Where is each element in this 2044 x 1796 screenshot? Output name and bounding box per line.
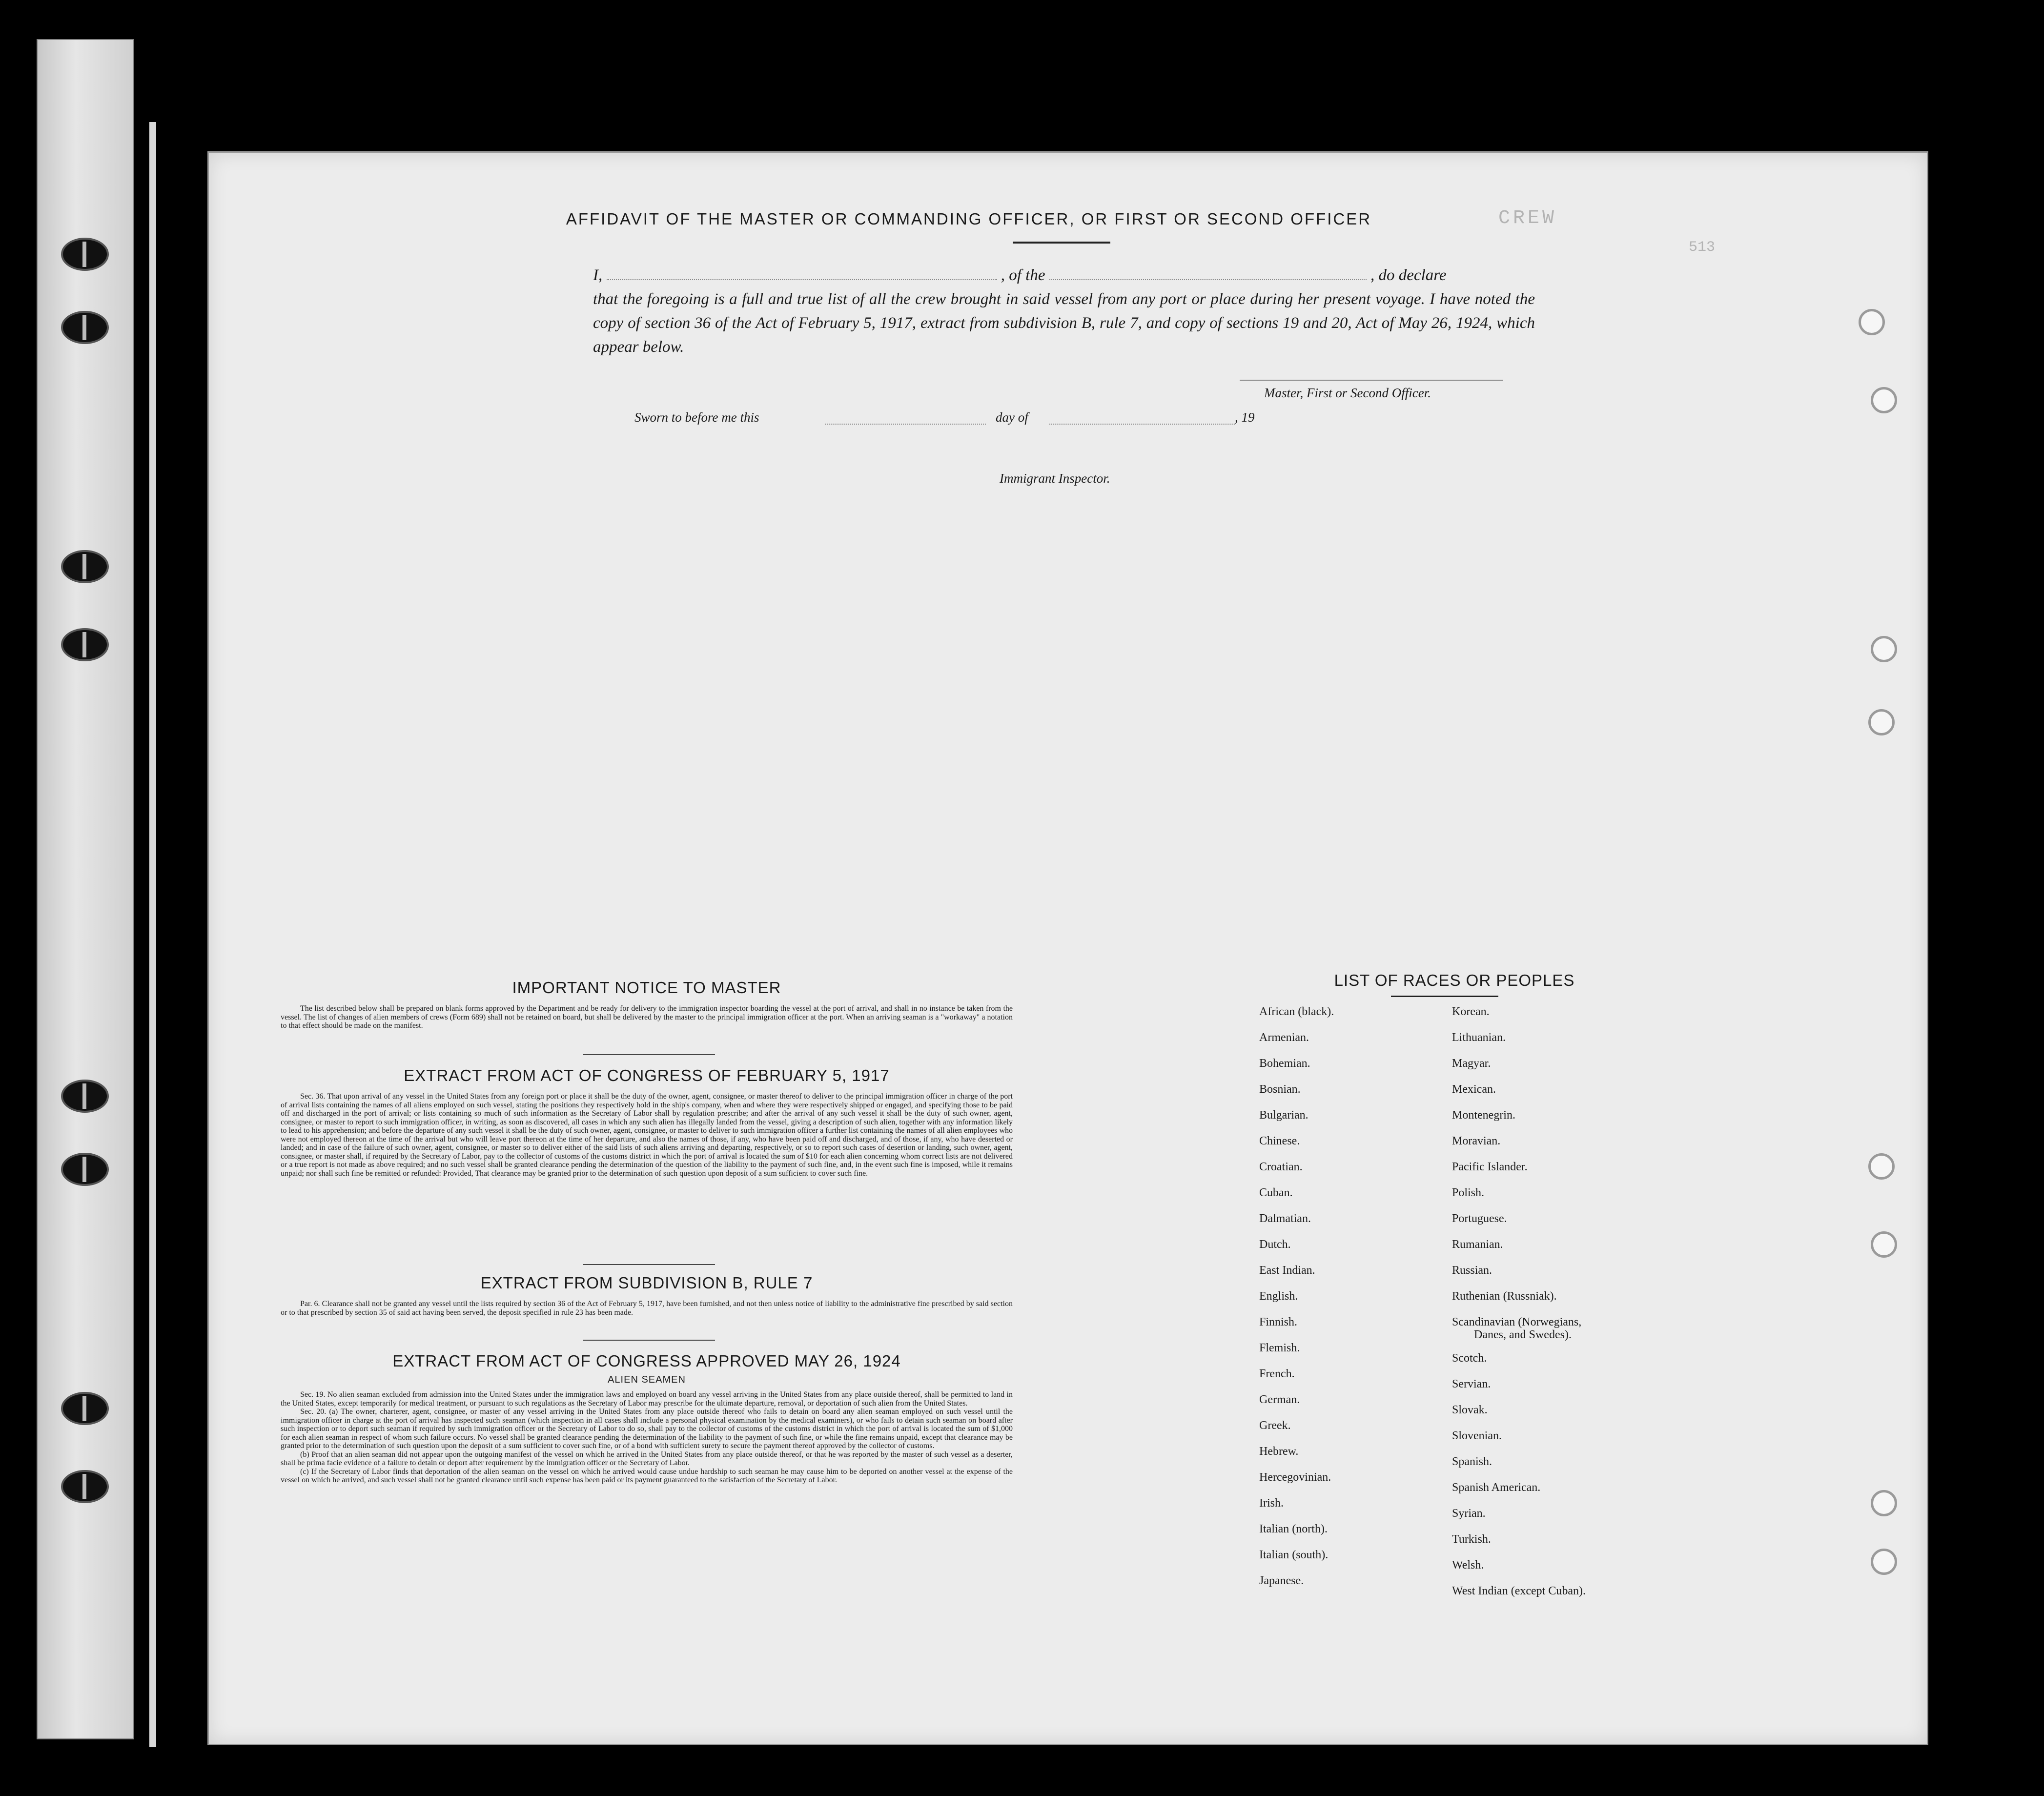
extract-1924-sec20a: Sec. 20. (a) The owner, charterer, agent, consignee, or master of any vessel arriving in the United States from any place outside thereof who fails to detain on board any alien seaman employed on such vessel until the immigration officer in charge at the port of arrival has inspected such seaman (which inspection in all cases shall include a personal physical examination by the medical examiners), or who fails to detain such seaman on board after such inspection or to deport such seaman if required by such immigration officer or the Secretary of Labor to do so, shall pay to the collector of customs of the customs district in which the port of arrival is located the sum of $1,000 for each alien seaman in respect of whom such failure occurs. No vessel shall be granted clearance pending the determination of the liability to the payment of such fine, or while the fine remains unpaid, except that clearance may be granted prior to the determination of such question upon the deposit of a sum sufficient to cover such fine, or of a bond with sufficient surety to secure the payment thereof approved by the collector of customs. [281,1408,1013,1450]
binder-hole-icon [61,1392,109,1425]
notice-section [281,979,1013,1030]
race-item: Armenian. [1259,1031,1309,1044]
race-item: Hebrew. [1259,1445,1299,1458]
punch-hole-icon [1859,309,1885,335]
race-item: Chinese. [1259,1135,1300,1147]
extract-1924-sec20b: (b) Proof that an alien seaman did not appear upon the outgoing manifest of the vessel on which he arrived in the United States from any place outside thereof, or that he was reported by the master of such vessel as a deserter, shall be prima facie evidence of a failure to detain or deport after requirement by the immigration officer or the Secretary of Labor. [281,1450,1013,1467]
race-item: Mexican. [1452,1083,1496,1096]
bleed-through-number: 513 [1689,239,1716,256]
name-blank [607,279,997,280]
race-item: Portuguese. [1452,1212,1507,1225]
divider-rule [583,1264,715,1265]
race-item: Bohemian. [1259,1057,1310,1070]
race-item: Montenegrin. [1452,1109,1515,1122]
race-item: East Indian. [1259,1264,1315,1277]
race-item: Slovenian. [1452,1429,1502,1442]
binder-hole-icon [61,628,109,661]
races-title: LIST OF RACES OR PEOPLES [1334,971,1575,989]
race-item: Spanish. [1452,1455,1492,1468]
affidavit-title: AFFIDAVIT OF THE MASTER OR COMMANDING OFFICER, OR FIRST OR SECOND OFFICER [566,210,1372,228]
punch-hole-icon [1868,709,1895,735]
race-item: Rumanian. [1452,1238,1503,1251]
binder-hole-icon [61,1080,109,1113]
race-item: Italian (north). [1259,1523,1328,1535]
punch-hole-icon [1871,636,1897,662]
race-item: Bosnian. [1259,1083,1301,1096]
binder-hole-icon [61,238,109,271]
race-item: Japanese. [1259,1574,1304,1587]
race-item: Magyar. [1452,1057,1491,1070]
day-of-label: day of [996,410,1028,425]
divider-rule [583,1054,715,1055]
title-rule [1391,996,1498,997]
race-item: Welsh. [1452,1559,1484,1572]
race-item: Servian. [1452,1378,1491,1390]
race-item: Pacific Islander. [1452,1161,1528,1173]
extract-1917-text: Sec. 36. That upon arrival of any vessel in the United States from any foreign port or place it shall be the duty of the owner, agent, consignee, or master thereof to deliver to the principal immigration officer in charge of the port of arrival lists containing the names of all aliens employed on such vessel, stating the positions they respectively hold in the ship's company, when and where they were respectively shipped or engaged, and specifying those to be paid off and discharged in the port of arrival; or lists containing so much of such information as the Secretary of Labor shall by regulation prescribe; and after the arrival of any such vessel it shall be the duty of such owner, agent, consignee, or master to report to such immigration officer, in writing, as soon as discovered, all cases in which any such alien has illegally landed from the vessel, giving a description of such alien, together with any information likely to lead to his apprehension; and before the departure of any such vessel it shall be the duty of such owner, agent, consignee, or master to deliver to such immigration officer a further list containing the names of all alien employees who were not employed thereon at the time of the arrival but who will leave port thereon at the time of her departure, and also the names of those, if any, who have been paid off and discharged, and of those, if any, who have deserted or landed; and in case of the failure of such owner, agent, consignee, or master so to deliver either of the said lists of such aliens arriving and departing, respectively, or so to report such cases of desertion or landing, such owner, agent, consignee, or master shall, if required by the Secretary of Labor, pay to the collector of customs of the customs district in which the port of arrival is located the sum of $10 for each alien concerning whom correct lists are not delivered or a true report is not made as above required; and no such vessel shall be granted clearance pending the determination of the question of the liability to the payment of such fine, and, in the event such fine is imposed, while it remains unpaid; nor shall such fine be remitted or refunded: Provided, That clearance may be granted prior to the determination of such question upon deposit of a sum sufficient to cover such fine. [281,1092,1013,1178]
vessel-blank [1049,279,1367,280]
extract-1924-title: EXTRACT FROM ACT OF CONGRESS APPROVED MAY 26, 1924 [392,1352,901,1370]
binder-hole-icon [61,550,109,583]
race-item: French. [1259,1367,1295,1380]
signature-label: Master, First or Second Officer. [1264,386,1431,400]
race-item: Irish. [1259,1497,1284,1510]
extract-rule7-section [281,1274,1013,1317]
binder-hole-icon [61,1153,109,1186]
extract-1924-subtitle: ALIEN SEAMEN [608,1374,686,1385]
binder-rail [149,122,156,1747]
race-item: Hercegovinian. [1259,1471,1331,1484]
extract-rule7-title: EXTRACT FROM SUBDIVISION B, RULE 7 [480,1274,813,1292]
race-item: Polish. [1452,1186,1485,1199]
binder-hole-icon [61,1470,109,1503]
race-item: Danes, and Swedes). [1474,1328,1572,1341]
race-item: Cuban. [1259,1186,1293,1199]
punch-hole-icon [1868,1153,1895,1180]
document-page [207,151,1928,1745]
race-item: Dutch. [1259,1238,1291,1251]
race-item: West Indian (except Cuban). [1452,1585,1586,1597]
signature-line [1240,380,1503,381]
race-item: Italian (south). [1259,1549,1329,1561]
punch-hole-icon [1871,1549,1897,1575]
race-item: Flemish. [1259,1342,1300,1354]
race-item: German. [1259,1393,1300,1406]
extract-rule7-text: Par. 6. Clearance shall not be granted any vessel until the lists required by section 36 of the Act of February 5, 1917, have been furnished, and not then unless notice of liability to the administrative fine prescribed by said section or to that prescribed by section 35 of said act having been served, the deposit specified in rule 23 has been made. [281,1300,1013,1317]
affidavit-of-the-label: , of the [1001,266,1045,284]
sworn-prefix: Sworn to before me this [634,410,759,425]
race-item: Ruthenian (Russniak). [1452,1290,1557,1303]
notice-text: The list described below shall be prepared on blank forms approved by the Department and be ready for delivery to the immigration inspector boarding the vessel at the port of arrival, and shall in no instance be taken from the vessel. The list of changes of alien members of crews (Form 689) shall not be retained on board, but shall be delivered by the master to the principal immigration officer at the port. When an arriving seaman is a "workaway" a notation to that effect should be made on the manifest. [281,1004,1013,1030]
race-item: Syrian. [1452,1507,1486,1520]
inspector-label: Immigrant Inspector. [1000,471,1110,486]
race-item: Spanish American. [1452,1481,1541,1494]
extract-1924-sec20c: (c) If the Secretary of Labor finds that deportation of the alien seaman on the vessel on which he arrived would cause undue hardship to such seaman he may cause him to be deported on another vessel at the expense of the vessel on which he arrived, and such vessel shall not be granted clearance until such expense has been paid or its payment guaranteed to the satisfaction of the Secretary of Labor. [281,1467,1013,1484]
punch-hole-icon [1871,1490,1897,1516]
bleed-through-header: CREW [1498,207,1557,229]
extract-1917-section [281,1066,1013,1178]
race-item: Slovak. [1452,1404,1488,1416]
affidavit-statement: that the foregoing is a full and true list of all the crew brought in said vessel from any port or place during her present voyage. I have noted the copy of section 36 of the Act of February 5, 1917, extract from subdivision B, rule 7, and copy of sections 19 and 20, Act of May 26, 1924, which appear below. [593,290,1535,356]
year-label: , 19 [1235,410,1255,425]
race-item: Croatian. [1259,1161,1303,1173]
race-item: Finnish. [1259,1316,1298,1328]
binder-hole-icon [61,311,109,344]
race-item: African (black). [1259,1005,1334,1018]
notice-title: IMPORTANT NOTICE TO MASTER [512,979,781,997]
extract-1917-title: EXTRACT FROM ACT OF CONGRESS OF FEBRUARY 5, 1917 [404,1066,890,1084]
race-item: Turkish. [1452,1533,1491,1546]
title-rule [1013,242,1110,244]
divider-rule [583,1340,715,1341]
affidavit-body [593,264,1535,359]
extract-1924-sec19: Sec. 19. No alien seaman excluded from admission into the United States under the immigration laws and employed on board any vessel arriving in the United States from any place outside thereof, shall be permitted to land in the United States, except temporarily for medical treatment, or pursuant to such regulations as the Secretary of Labor may prescribe for the ultimate departure, removal, or deportation of such alien from the United States. [281,1390,1013,1408]
race-item: Korean. [1452,1005,1490,1018]
race-item: Moravian. [1452,1135,1501,1147]
race-item: Lithuanian. [1452,1031,1506,1044]
race-item: Scotch. [1452,1352,1487,1365]
affidavit-declare-label: , do declare [1370,266,1447,284]
race-item: Scandinavian (Norwegians, [1452,1316,1582,1328]
race-item: English. [1259,1290,1298,1303]
extract-1924-section [281,1352,1013,1485]
month-blank [1049,424,1235,425]
affidavit-i-label: I, [593,266,603,284]
binder-strip [37,39,134,1739]
punch-hole-icon [1871,1231,1897,1258]
race-item: Russian. [1452,1264,1492,1277]
punch-hole-icon [1871,387,1897,413]
race-item: Greek. [1259,1419,1291,1432]
race-item: Dalmatian. [1259,1212,1311,1225]
day-blank [825,424,986,425]
race-item: Bulgarian. [1259,1109,1308,1122]
